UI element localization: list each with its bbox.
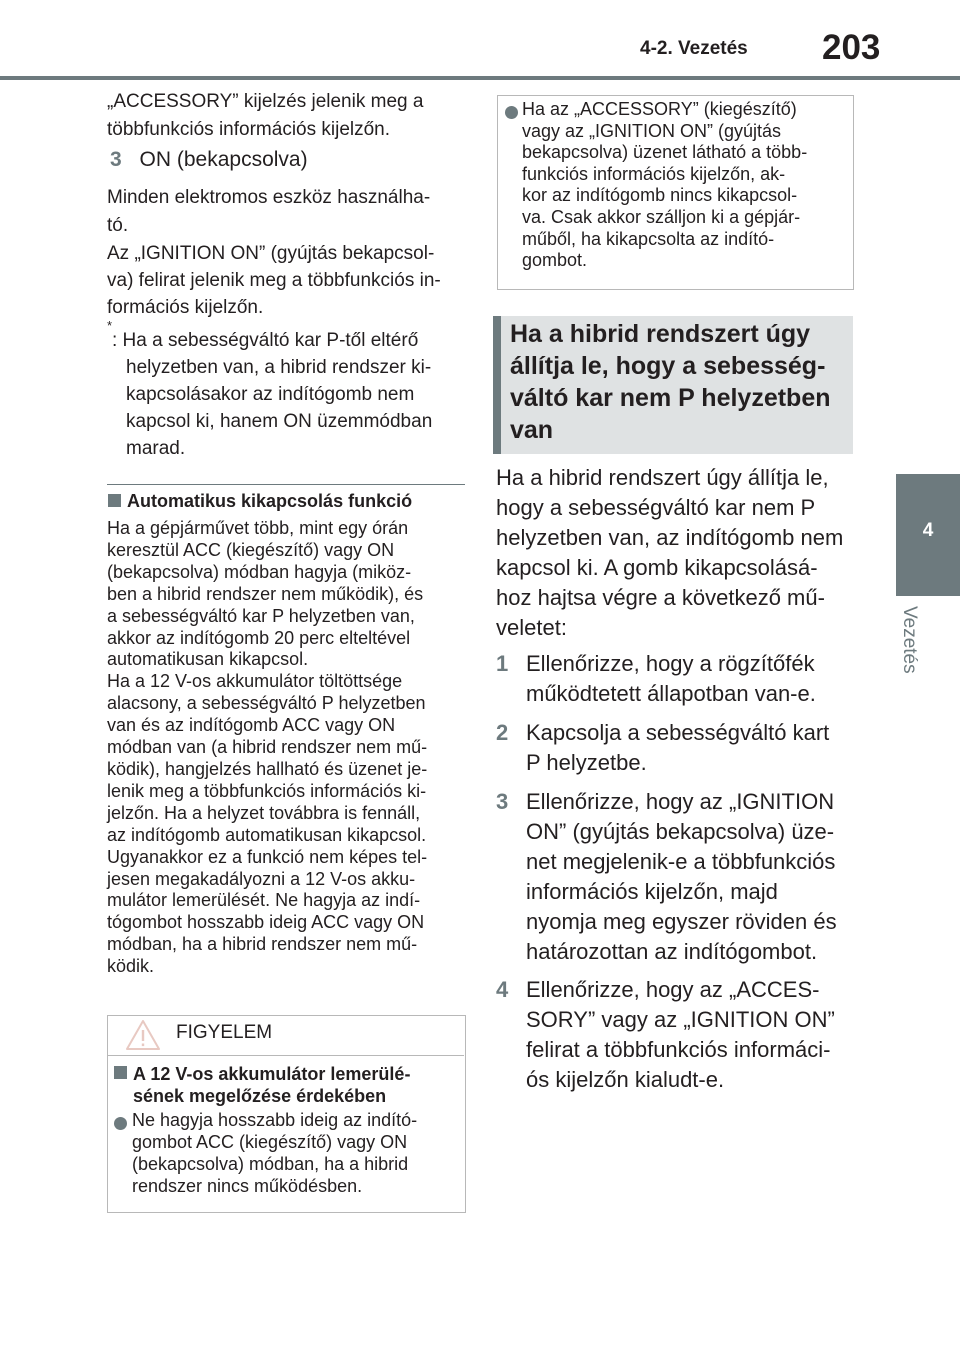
body-line: keresztül ACC (kiegészítő) vagy ON [107,539,395,560]
section-heading: Ha a hibrid rendszert úgy állítja le, hogy a sebesség- váltó kar nem P helyzetben van [510,320,831,444]
body-line: hogy a sebességváltó kar nem P [496,495,816,520]
body-line: van és az indítógomb ACC vagy ON [107,715,396,736]
body-line: Ne hagyja hosszabb ideig az indító- [132,1110,418,1130]
circle-bullet-icon [114,1117,127,1135]
body-line: Ha az „ACCESSORY” (kiegészítő) [522,99,797,119]
body-line: kapcsol ki. A gomb kikapcsolásá- [496,555,818,580]
body-line: bekapcsolva) üzenet látható a több- [522,142,808,163]
body-line: rendszer nincs működésben. [132,1175,363,1196]
body-line: lenik meg a többfunkciós információs ki- [107,780,427,801]
body-line: az indítógomb automatikusan kikapcsol. [107,824,427,845]
caution-title: FIGYELEM [176,1022,273,1043]
footnote-line: helyzetben van, a hibrid rendszer ki- [126,357,432,378]
body-line: Ugyanakkor ez a funkció nem képes tel- [107,846,428,867]
body-line: ködik. [107,956,155,977]
body-line: automatikusan kikapcsol. [107,649,309,670]
body-line: vagy az „IGNITION ON” (gyújtás [522,120,782,141]
body-line: akkor az indítógomb 20 perc elteltével [107,627,411,648]
footnote-line: marad. [126,438,186,459]
step-4-number: 4 [496,977,509,1002]
step-1-text: Ellenőrizze, hogy a rögzítőfék működtetett állapotban van-e. [526,651,816,706]
body-line: alacsony, a sebességváltó P helyzetben [107,693,426,714]
square-bullet-icon [108,494,121,507]
footnote-line: : Ha a sebességváltó kar P-től eltérő [112,330,419,351]
body-line: va. Csak akkor szálljon ki a gépjár- [522,206,801,227]
chapter-tab-number: 4 [922,520,934,541]
para-2-line-2: va) felirat jelenik meg a többfunkciós in- [107,270,441,291]
step-3-number: 3 [110,148,122,171]
step-4-text: Ellenőrizze, hogy az „ACCES- SORY” vagy az „IGNITION ON” felirat a többfunkciós informáci- ós kijelzőn kialudt-e. [526,977,835,1092]
intro-line-2: többfunkciós információs kijelzőn. [107,119,391,140]
body-line: ködik), hangjelzés hallható és üzenet je- [107,758,428,779]
step-3-title: ON (bekapcsolva) [139,148,308,171]
circle-bullet-icon [505,106,518,124]
body-line: ben a hibrid rendszer nem működik), és [107,583,424,604]
para-1-line-1: Minden elektromos eszköz használha- [107,187,431,208]
body-line: kor az indítógomb nincs kikapcsol- [522,185,798,206]
step-3-number: 3 [496,789,509,814]
body-line: módban, ha a hibrid rendszer nem mű- [107,934,418,955]
body-line: gombot. [522,250,588,271]
footnote-line: kapcsol ki, hanem ON üzemmódban [126,411,433,432]
body-line: (bekapcsolva) módban, ha a hibrid [132,1153,409,1174]
para-1-line-2: tó. [107,215,129,236]
body-line: mulátor lemerülését. Ne hagyja az indí- [107,890,421,911]
body-line: veletet: [496,615,567,640]
step-2-text: Kapcsolja a sebességváltó kart P helyzetbe. [526,720,830,775]
body-line: (bekapcsolva) módban hagyja (miköz- [107,561,412,582]
section-title: 4-2. Vezetés [640,38,748,59]
note-body [522,99,852,272]
caution-heading: A 12 V-os akkumulátor lemerülé- [114,1063,410,1085]
section-heading-accent [493,316,501,454]
square-bullet-icon [114,1066,127,1079]
footnote-line: kapcsolásakor az indítógomb nem [126,384,415,405]
footnote-mark: * [107,318,113,333]
para-2-line-3: formációs kijelzőn. [107,297,264,318]
body-line: jesen megakadályozni a 12 V-os akku- [107,868,416,889]
section-divider [107,484,465,485]
body-line: hoz hajtsa végre a következő mű- [496,585,825,610]
body-line: gombot ACC (kiegészítő) vagy ON [132,1131,408,1152]
step-1-number: 1 [496,651,509,676]
step-3-text: Ellenőrizze, hogy az „IGNITION ON” (gyújtás bekapcsolva) üze- net megjelenik-e a többfunkciós információs kijelzőn, majd nyomja meg egyszer röviden és határozottan az indítógombot. [526,789,837,964]
body-line: műből, ha kikapcsolta az indító- [522,228,775,249]
caution-body [132,1110,462,1198]
body-line: helyzetben van, az indítógomb nem [496,525,844,550]
para-2-line-1: Az „IGNITION ON” (gyújtás bekapcsol- [107,243,435,264]
warning-triangle-icon [125,1019,161,1056]
step-2-number: 2 [496,720,509,745]
header-divider [0,76,960,80]
body-line: Ha a 12 V-os akkumulátor töltöttsége [107,671,403,692]
auto-off-body [107,518,467,978]
body-line: funkciós információs kijelzőn, ak- [522,163,786,184]
chapter-tab-label: Vezetés [899,606,920,674]
caution-heading-line-2: sének megelőzése érdekében [133,1086,387,1106]
auto-off-heading: Automatikus kikapcsolás funkció [108,490,412,512]
body-line: módban van (a hibrid rendszer nem mű- [107,737,428,758]
body-line: jelzőn. Ha a helyzet továbbra is fennáll, [107,802,421,823]
intro-line-1: „ACCESSORY” kijelzés jelenik meg a [107,91,424,112]
body-line: a sebességváltó kar P helyzetben van, [107,605,415,626]
body-line: Ha a gépjárművet több, mint egy órán [107,518,409,538]
page-number: 203 [822,28,881,67]
body-line: Ha a hibrid rendszert úgy állítja le, [496,465,829,490]
body-line: tógombot hosszabb ideig ACC vagy ON [107,912,425,933]
step-3-heading [110,146,308,174]
procedure-intro [496,463,856,643]
